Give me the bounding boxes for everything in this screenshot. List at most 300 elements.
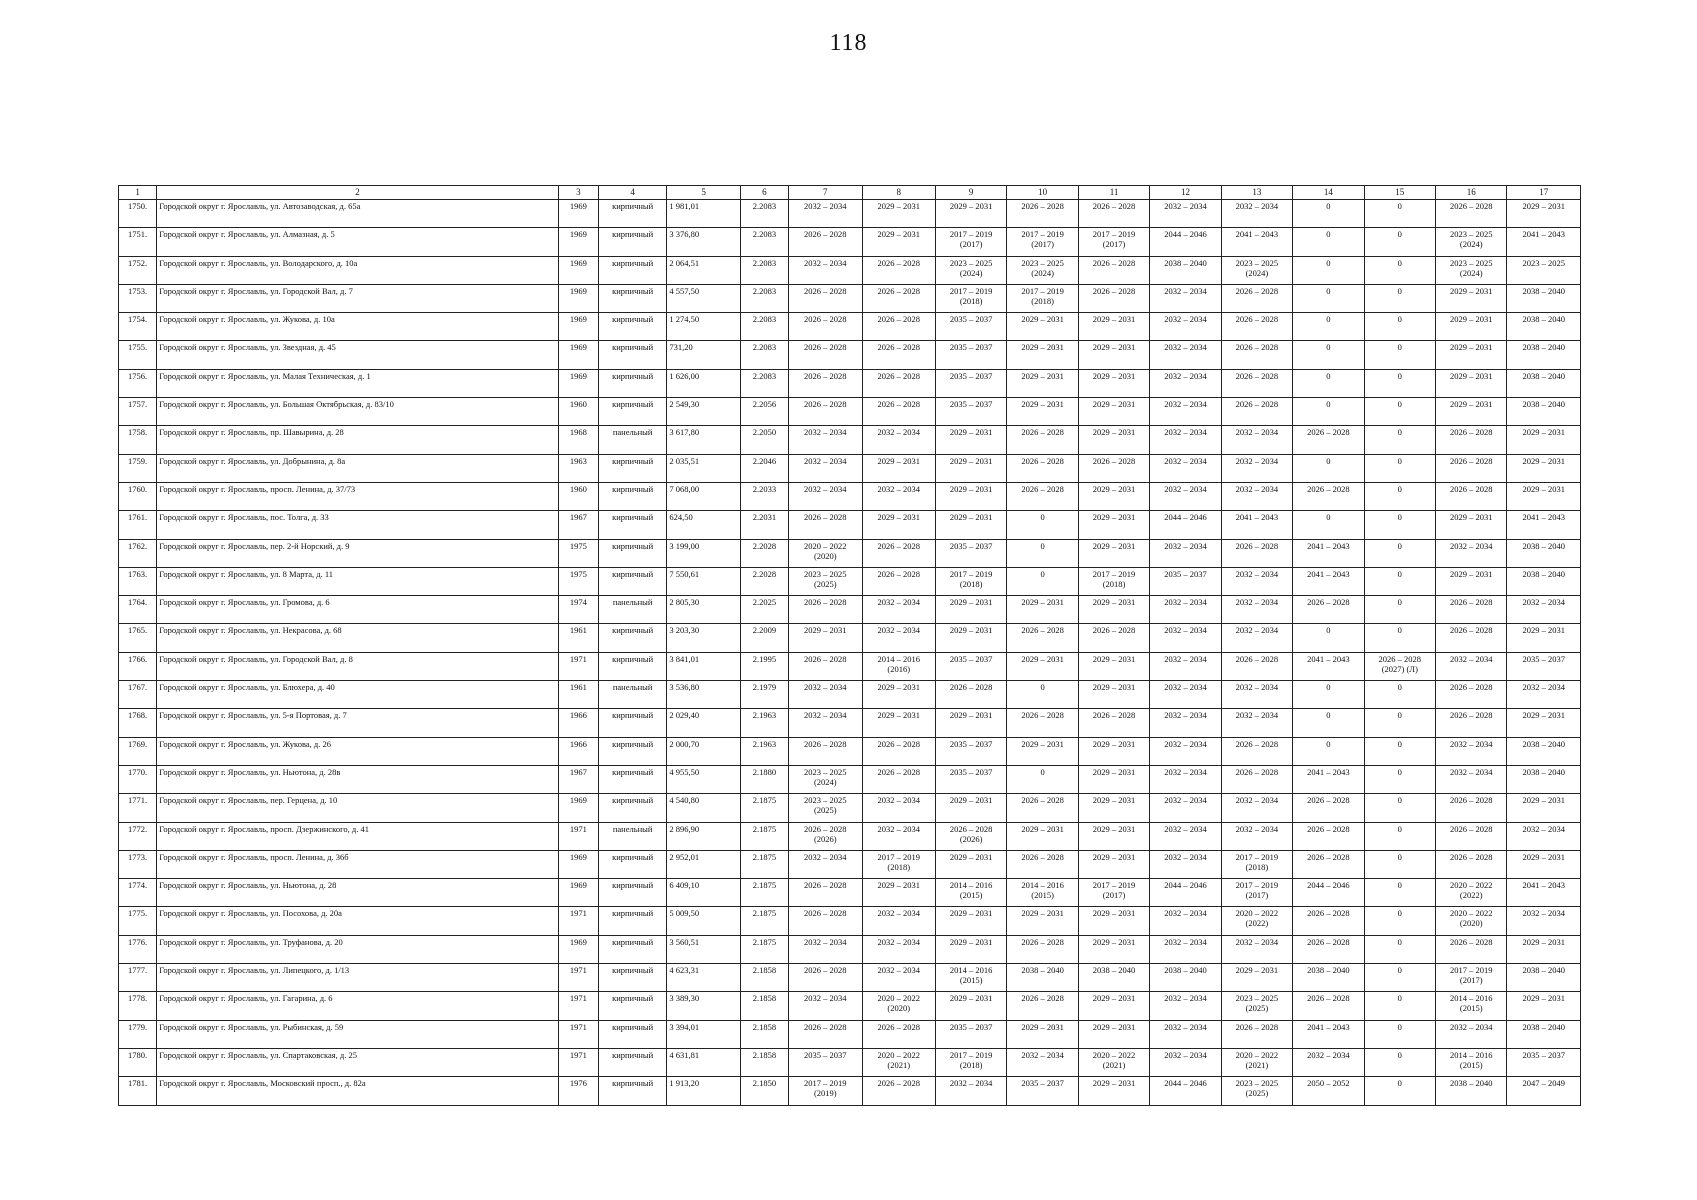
cell-period-15: 0 (1364, 398, 1435, 426)
cell-period-13: 2026 – 2028 (1221, 539, 1292, 567)
cell-period-9: 2014 – 2016 (2015) (935, 879, 1006, 907)
cell-period-10: 2029 – 2031 (1007, 737, 1078, 765)
cell-wall-material: кирпичный (598, 228, 666, 256)
cell-wall-material: панельный (598, 822, 666, 850)
cell-period-9: 2035 – 2037 (935, 765, 1006, 793)
cell-row-number: 1762. (119, 539, 157, 567)
cell-wall-material: кирпичный (598, 200, 666, 228)
cell-period-13: 2032 – 2034 (1221, 709, 1292, 737)
table-row (119, 879, 1581, 907)
cell-period-8: 2029 – 2031 (862, 200, 935, 228)
cell-year-built: 1968 (558, 426, 598, 454)
cell-period-8: 2020 – 2022 (2020) (862, 992, 935, 1020)
cell-period-12: 2032 – 2034 (1150, 200, 1221, 228)
cell-period-11: 2029 – 2031 (1078, 511, 1149, 539)
cell-ratio: 2.2031 (740, 511, 788, 539)
cell-period-12: 2032 – 2034 (1150, 596, 1221, 624)
column-header-3: 3 (558, 186, 598, 200)
cell-period-14: 2026 – 2028 (1293, 907, 1364, 935)
cell-address: Городской округ г. Ярославль, ул. Городской Вал, д. 7 (157, 284, 558, 312)
cell-period-11: 2029 – 2031 (1078, 794, 1149, 822)
cell-address: Городской округ г. Ярославль, ул. Малая Техническая, д. 1 (157, 369, 558, 397)
cell-address: Городской округ г. Ярославль, пр. Шавырина, д. 28 (157, 426, 558, 454)
cell-period-8: 2032 – 2034 (862, 907, 935, 935)
cell-period-14: 2026 – 2028 (1293, 992, 1364, 1020)
cell-period-17: 2038 – 2040 (1507, 341, 1581, 369)
cell-period-11: 2017 – 2019 (2017) (1078, 228, 1149, 256)
cell-year-built: 1969 (558, 200, 598, 228)
cell-period-9: 2035 – 2037 (935, 652, 1006, 680)
cell-period-13: 2026 – 2028 (1221, 284, 1292, 312)
cell-wall-material: панельный (598, 426, 666, 454)
cell-period-15: 0 (1364, 879, 1435, 907)
cell-period-9: 2035 – 2037 (935, 369, 1006, 397)
cell-period-7: 2029 – 2031 (789, 624, 862, 652)
cell-address: Городской округ г. Ярославль, просп. Дзержинского, д. 41 (157, 822, 558, 850)
cell-period-13: 2032 – 2034 (1221, 681, 1292, 709)
table-row (119, 681, 1581, 709)
cell-period-10: 2035 – 2037 (1007, 1077, 1078, 1105)
cell-period-15: 0 (1364, 1048, 1435, 1076)
cell-period-10: 2026 – 2028 (1007, 200, 1078, 228)
cell-row-number: 1757. (119, 398, 157, 426)
cell-period-16: 2029 – 2031 (1436, 511, 1507, 539)
cell-period-17: 2029 – 2031 (1507, 850, 1581, 878)
cell-period-8: 2014 – 2016 (2016) (862, 652, 935, 680)
cell-period-16: 2023 – 2025 (2024) (1436, 228, 1507, 256)
cell-period-17: 2038 – 2040 (1507, 369, 1581, 397)
cell-period-9: 2035 – 2037 (935, 1020, 1006, 1048)
table-row (119, 228, 1581, 256)
cell-period-9: 2035 – 2037 (935, 398, 1006, 426)
cell-address: Городской округ г. Ярославль, ул. Липецкого, д. 1/13 (157, 964, 558, 992)
cell-address: Городской округ г. Ярославль, ул. Добрынина, д. 8а (157, 454, 558, 482)
cell-period-12: 2038 – 2040 (1150, 256, 1221, 284)
cell-period-14: 0 (1293, 624, 1364, 652)
cell-period-12: 2032 – 2034 (1150, 1048, 1221, 1076)
cell-period-9: 2029 – 2031 (935, 794, 1006, 822)
cell-row-number: 1781. (119, 1077, 157, 1105)
cell-wall-material: кирпичный (598, 341, 666, 369)
cell-row-number: 1770. (119, 765, 157, 793)
cell-wall-material: кирпичный (598, 624, 666, 652)
cell-period-16: 2026 – 2028 (1436, 200, 1507, 228)
cell-year-built: 1969 (558, 313, 598, 341)
cell-period-10: 2029 – 2031 (1007, 369, 1078, 397)
cell-period-16: 2014 – 2016 (2015) (1436, 1048, 1507, 1076)
cell-period-17: 2038 – 2040 (1507, 765, 1581, 793)
cell-period-14: 2041 – 2043 (1293, 1020, 1364, 1048)
cell-ratio: 2.1858 (740, 1048, 788, 1076)
cell-period-15: 0 (1364, 228, 1435, 256)
cell-period-13: 2029 – 2031 (1221, 964, 1292, 992)
cell-wall-material: кирпичный (598, 454, 666, 482)
cell-row-number: 1768. (119, 709, 157, 737)
cell-row-number: 1772. (119, 822, 157, 850)
cell-period-8: 2026 – 2028 (862, 398, 935, 426)
cell-period-8: 2026 – 2028 (862, 1077, 935, 1105)
cell-period-8: 2032 – 2034 (862, 624, 935, 652)
cell-period-12: 2044 – 2046 (1150, 879, 1221, 907)
cell-period-8: 2026 – 2028 (862, 341, 935, 369)
cell-period-17: 2029 – 2031 (1507, 454, 1581, 482)
table-row (119, 992, 1581, 1020)
table-row (119, 850, 1581, 878)
cell-period-15: 0 (1364, 567, 1435, 595)
cell-period-13: 2032 – 2034 (1221, 454, 1292, 482)
cell-period-13: 2032 – 2034 (1221, 200, 1292, 228)
cell-period-9: 2035 – 2037 (935, 737, 1006, 765)
cell-period-16: 2026 – 2028 (1436, 482, 1507, 510)
cell-period-13: 2023 – 2025 (2025) (1221, 992, 1292, 1020)
cell-period-17: 2038 – 2040 (1507, 567, 1581, 595)
cell-wall-material: кирпичный (598, 1020, 666, 1048)
cell-wall-material: кирпичный (598, 398, 666, 426)
cell-period-16: 2026 – 2028 (1436, 596, 1507, 624)
cell-year-built: 1969 (558, 256, 598, 284)
cell-period-9: 2029 – 2031 (935, 992, 1006, 1020)
cell-address: Городской округ г. Ярославль, Московский просп., д. 82а (157, 1077, 558, 1105)
cell-period-16: 2014 – 2016 (2015) (1436, 992, 1507, 1020)
cell-period-11: 2029 – 2031 (1078, 398, 1149, 426)
cell-period-16: 2026 – 2028 (1436, 935, 1507, 963)
cell-period-8: 2029 – 2031 (862, 454, 935, 482)
cell-wall-material: кирпичный (598, 482, 666, 510)
cell-period-12: 2032 – 2034 (1150, 313, 1221, 341)
cell-ratio: 2.1858 (740, 1020, 788, 1048)
cell-year-built: 1974 (558, 596, 598, 624)
cell-period-16: 2029 – 2031 (1436, 284, 1507, 312)
cell-period-11: 2038 – 2040 (1078, 964, 1149, 992)
cell-period-16: 2032 – 2034 (1436, 737, 1507, 765)
cell-period-17: 2041 – 2043 (1507, 879, 1581, 907)
cell-period-15: 0 (1364, 737, 1435, 765)
cell-period-11: 2029 – 2031 (1078, 313, 1149, 341)
cell-period-10: 2029 – 2031 (1007, 652, 1078, 680)
cell-period-11: 2029 – 2031 (1078, 681, 1149, 709)
cell-period-8: 2020 – 2022 (2021) (862, 1048, 935, 1076)
cell-area: 6 409,10 (667, 879, 740, 907)
cell-address: Городской округ г. Ярославль, ул. Алмазная, д. 5 (157, 228, 558, 256)
cell-address: Городской округ г. Ярославль, ул. Автозаводская, д. 65а (157, 200, 558, 228)
cell-ratio: 2.1850 (740, 1077, 788, 1105)
cell-period-15: 0 (1364, 596, 1435, 624)
cell-period-13: 2041 – 2043 (1221, 511, 1292, 539)
cell-ratio: 2.2083 (740, 256, 788, 284)
cell-period-16: 2020 – 2022 (2020) (1436, 907, 1507, 935)
cell-period-9: 2035 – 2037 (935, 341, 1006, 369)
cell-period-7: 2017 – 2019 (2019) (789, 1077, 862, 1105)
cell-period-17: 2023 – 2025 (1507, 256, 1581, 284)
cell-period-7: 2026 – 2028 (789, 652, 862, 680)
cell-period-13: 2026 – 2028 (1221, 737, 1292, 765)
cell-period-14: 2041 – 2043 (1293, 539, 1364, 567)
cell-period-14: 2026 – 2028 (1293, 794, 1364, 822)
cell-period-7: 2026 – 2028 (789, 879, 862, 907)
cell-period-9: 2032 – 2034 (935, 1077, 1006, 1105)
cell-period-11: 2029 – 2031 (1078, 539, 1149, 567)
cell-period-16: 2032 – 2034 (1436, 1020, 1507, 1048)
table-row (119, 596, 1581, 624)
cell-address: Городской округ г. Ярославль, ул. Блюхера, д. 40 (157, 681, 558, 709)
cell-year-built: 1969 (558, 850, 598, 878)
cell-period-12: 2044 – 2046 (1150, 1077, 1221, 1105)
cell-period-11: 2029 – 2031 (1078, 369, 1149, 397)
cell-period-17: 2029 – 2031 (1507, 482, 1581, 510)
cell-period-8: 2017 – 2019 (2018) (862, 850, 935, 878)
cell-ratio: 2.1963 (740, 737, 788, 765)
cell-period-13: 2041 – 2043 (1221, 228, 1292, 256)
cell-period-13: 2026 – 2028 (1221, 765, 1292, 793)
cell-period-8: 2029 – 2031 (862, 228, 935, 256)
column-header-7: 7 (789, 186, 862, 200)
cell-area: 2 029,40 (667, 709, 740, 737)
cell-period-9: 2029 – 2031 (935, 907, 1006, 935)
table-row (119, 539, 1581, 567)
cell-period-15: 0 (1364, 313, 1435, 341)
cell-period-13: 2023 – 2025 (2025) (1221, 1077, 1292, 1105)
cell-period-17: 2032 – 2034 (1507, 681, 1581, 709)
cell-period-9: 2029 – 2031 (935, 511, 1006, 539)
cell-period-13: 2032 – 2034 (1221, 822, 1292, 850)
column-header-15: 15 (1364, 186, 1435, 200)
column-header-2: 2 (157, 186, 558, 200)
cell-row-number: 1752. (119, 256, 157, 284)
cell-period-14: 2041 – 2043 (1293, 652, 1364, 680)
cell-period-17: 2032 – 2034 (1507, 822, 1581, 850)
cell-ratio: 2.1875 (740, 794, 788, 822)
table-row (119, 935, 1581, 963)
cell-period-17: 2047 – 2049 (1507, 1077, 1581, 1105)
cell-year-built: 1966 (558, 709, 598, 737)
cell-period-17: 2029 – 2031 (1507, 992, 1581, 1020)
cell-year-built: 1971 (558, 992, 598, 1020)
cell-ratio: 2.1880 (740, 765, 788, 793)
cell-period-14: 0 (1293, 200, 1364, 228)
cell-wall-material: кирпичный (598, 284, 666, 312)
column-header-1: 1 (119, 186, 157, 200)
table-row (119, 454, 1581, 482)
header-row (119, 186, 1581, 200)
cell-period-17: 2038 – 2040 (1507, 737, 1581, 765)
cell-period-15: 0 (1364, 907, 1435, 935)
table-header (119, 186, 1581, 200)
cell-row-number: 1779. (119, 1020, 157, 1048)
cell-period-11: 2026 – 2028 (1078, 709, 1149, 737)
cell-period-11: 2029 – 2031 (1078, 1020, 1149, 1048)
cell-area: 2 952,01 (667, 850, 740, 878)
cell-row-number: 1753. (119, 284, 157, 312)
cell-period-16: 2026 – 2028 (1436, 426, 1507, 454)
cell-period-16: 2026 – 2028 (1436, 850, 1507, 878)
cell-period-15: 0 (1364, 256, 1435, 284)
cell-period-14: 0 (1293, 284, 1364, 312)
cell-period-7: 2026 – 2028 (789, 369, 862, 397)
cell-row-number: 1756. (119, 369, 157, 397)
cell-period-9: 2029 – 2031 (935, 624, 1006, 652)
cell-year-built: 1971 (558, 964, 598, 992)
cell-row-number: 1761. (119, 511, 157, 539)
table-row (119, 511, 1581, 539)
cell-period-12: 2032 – 2034 (1150, 284, 1221, 312)
cell-row-number: 1766. (119, 652, 157, 680)
cell-period-7: 2032 – 2034 (789, 992, 862, 1020)
cell-row-number: 1773. (119, 850, 157, 878)
cell-period-17: 2029 – 2031 (1507, 624, 1581, 652)
cell-period-15: 0 (1364, 200, 1435, 228)
cell-period-13: 2020 – 2022 (2021) (1221, 1048, 1292, 1076)
cell-area: 2 805,30 (667, 596, 740, 624)
cell-period-12: 2032 – 2034 (1150, 454, 1221, 482)
cell-period-14: 2026 – 2028 (1293, 426, 1364, 454)
cell-period-10: 0 (1007, 539, 1078, 567)
cell-wall-material: кирпичный (598, 313, 666, 341)
cell-period-16: 2032 – 2034 (1436, 539, 1507, 567)
cell-period-16: 2029 – 2031 (1436, 369, 1507, 397)
table-row (119, 567, 1581, 595)
cell-period-15: 0 (1364, 935, 1435, 963)
cell-period-16: 2038 – 2040 (1436, 1077, 1507, 1105)
cell-wall-material: кирпичный (598, 652, 666, 680)
cell-period-13: 2026 – 2028 (1221, 1020, 1292, 1048)
cell-wall-material: кирпичный (598, 511, 666, 539)
table-row (119, 652, 1581, 680)
column-header-13: 13 (1221, 186, 1292, 200)
page-number: 118 (829, 30, 868, 56)
cell-area: 624,50 (667, 511, 740, 539)
cell-year-built: 1961 (558, 624, 598, 652)
cell-period-16: 2032 – 2034 (1436, 652, 1507, 680)
cell-period-10: 0 (1007, 681, 1078, 709)
table-row (119, 822, 1581, 850)
cell-period-7: 2023 – 2025 (2025) (789, 794, 862, 822)
cell-period-13: 2032 – 2034 (1221, 935, 1292, 963)
cell-address: Городской округ г. Ярославль, ул. Володарского, д. 10а (157, 256, 558, 284)
cell-period-12: 2032 – 2034 (1150, 426, 1221, 454)
column-header-5: 5 (667, 186, 740, 200)
cell-year-built: 1976 (558, 1077, 598, 1105)
cell-period-17: 2029 – 2031 (1507, 794, 1581, 822)
cell-period-10: 2029 – 2031 (1007, 822, 1078, 850)
cell-ratio: 2.1875 (740, 850, 788, 878)
cell-period-9: 2029 – 2031 (935, 454, 1006, 482)
cell-period-13: 2032 – 2034 (1221, 426, 1292, 454)
cell-period-16: 2029 – 2031 (1436, 567, 1507, 595)
cell-period-8: 2032 – 2034 (862, 794, 935, 822)
cell-period-11: 2026 – 2028 (1078, 624, 1149, 652)
cell-period-7: 2023 – 2025 (2025) (789, 567, 862, 595)
cell-address: Городской округ г. Ярославль, ул. Жукова, д. 26 (157, 737, 558, 765)
cell-period-13: 2026 – 2028 (1221, 313, 1292, 341)
cell-area: 3 389,30 (667, 992, 740, 1020)
cell-period-17: 2041 – 2043 (1507, 511, 1581, 539)
cell-period-13: 2026 – 2028 (1221, 369, 1292, 397)
cell-year-built: 1969 (558, 284, 598, 312)
cell-row-number: 1754. (119, 313, 157, 341)
cell-ratio: 2.2025 (740, 596, 788, 624)
table-row (119, 907, 1581, 935)
cell-period-15: 0 (1364, 681, 1435, 709)
cell-period-10: 2026 – 2028 (1007, 794, 1078, 822)
cell-period-15: 0 (1364, 765, 1435, 793)
cell-period-14: 0 (1293, 454, 1364, 482)
cell-period-13: 2026 – 2028 (1221, 341, 1292, 369)
cell-ratio: 2.1979 (740, 681, 788, 709)
cell-ratio: 2.1963 (740, 709, 788, 737)
cell-area: 1 626,00 (667, 369, 740, 397)
cell-row-number: 1778. (119, 992, 157, 1020)
cell-period-9: 2017 – 2019 (2018) (935, 567, 1006, 595)
cell-wall-material: кирпичный (598, 992, 666, 1020)
cell-year-built: 1975 (558, 539, 598, 567)
cell-period-11: 2029 – 2031 (1078, 1077, 1149, 1105)
table-row (119, 794, 1581, 822)
cell-period-7: 2032 – 2034 (789, 850, 862, 878)
cell-ratio: 2.2083 (740, 313, 788, 341)
table-row (119, 313, 1581, 341)
cell-ratio: 2.2083 (740, 228, 788, 256)
cell-area: 2 896,90 (667, 822, 740, 850)
cell-period-14: 0 (1293, 398, 1364, 426)
cell-ratio: 2.2083 (740, 369, 788, 397)
cell-period-17: 2038 – 2040 (1507, 964, 1581, 992)
cell-period-9: 2035 – 2037 (935, 539, 1006, 567)
cell-address: Городской округ г. Ярославль, пос. Толга, д. 33 (157, 511, 558, 539)
cell-year-built: 1975 (558, 567, 598, 595)
cell-period-12: 2044 – 2046 (1150, 511, 1221, 539)
cell-year-built: 1969 (558, 879, 598, 907)
cell-period-9: 2017 – 2019 (2018) (935, 1048, 1006, 1076)
cell-period-9: 2029 – 2031 (935, 935, 1006, 963)
cell-period-12: 2044 – 2046 (1150, 228, 1221, 256)
cell-period-8: 2029 – 2031 (862, 879, 935, 907)
cell-row-number: 1776. (119, 935, 157, 963)
cell-address: Городской округ г. Ярославль, ул. Ньютона, д. 28 (157, 879, 558, 907)
cell-period-9: 2029 – 2031 (935, 426, 1006, 454)
cell-period-11: 2029 – 2031 (1078, 482, 1149, 510)
table-row (119, 765, 1581, 793)
cell-period-11: 2026 – 2028 (1078, 200, 1149, 228)
cell-period-12: 2032 – 2034 (1150, 369, 1221, 397)
cell-period-10: 2029 – 2031 (1007, 313, 1078, 341)
cell-period-10: 2029 – 2031 (1007, 1020, 1078, 1048)
cell-period-10: 2026 – 2028 (1007, 935, 1078, 963)
table-row (119, 200, 1581, 228)
cell-year-built: 1969 (558, 341, 598, 369)
cell-period-13: 2032 – 2034 (1221, 482, 1292, 510)
cell-period-7: 2023 – 2025 (2024) (789, 765, 862, 793)
cell-period-17: 2032 – 2034 (1507, 907, 1581, 935)
cell-period-13: 2026 – 2028 (1221, 398, 1292, 426)
cell-ratio: 2.1858 (740, 992, 788, 1020)
cell-area: 2 064,51 (667, 256, 740, 284)
cell-address: Городской округ г. Ярославль, ул. Городской Вал, д. 8 (157, 652, 558, 680)
cell-period-14: 2026 – 2028 (1293, 596, 1364, 624)
cell-period-12: 2032 – 2034 (1150, 539, 1221, 567)
cell-area: 2 549,30 (667, 398, 740, 426)
cell-year-built: 1961 (558, 681, 598, 709)
cell-period-16: 2029 – 2031 (1436, 398, 1507, 426)
cell-period-17: 2035 – 2037 (1507, 1048, 1581, 1076)
cell-address: Городской округ г. Ярославль, пер. Герцена, д. 10 (157, 794, 558, 822)
cell-wall-material: кирпичный (598, 567, 666, 595)
cell-area: 7 550,61 (667, 567, 740, 595)
cell-address: Городской округ г. Ярославль, просп. Ленина, д. 37/73 (157, 482, 558, 510)
cell-year-built: 1960 (558, 398, 598, 426)
cell-area: 1 274,50 (667, 313, 740, 341)
cell-period-7: 2026 – 2028 (789, 284, 862, 312)
cell-period-7: 2032 – 2034 (789, 935, 862, 963)
